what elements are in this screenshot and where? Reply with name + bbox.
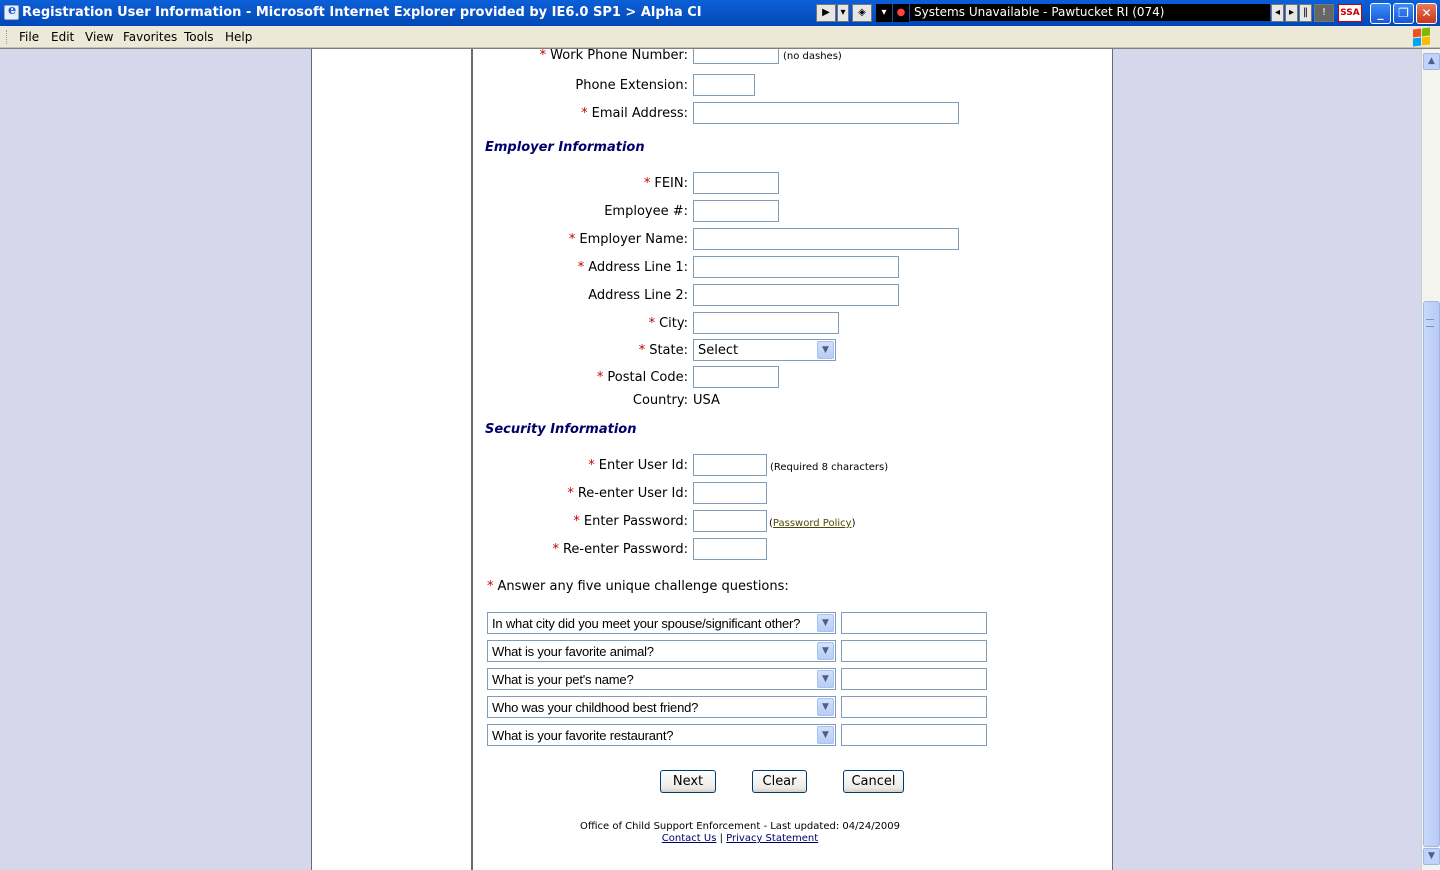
footer-separator: | <box>719 833 723 844</box>
required-mark: * <box>567 486 574 501</box>
city-row <box>475 312 1112 336</box>
city-label: City: <box>659 316 688 331</box>
ie-icon <box>4 5 19 20</box>
menu-view[interactable]: View <box>85 30 114 44</box>
chevron-down-icon[interactable]: ▼ <box>817 341 834 359</box>
challenge-question-row <box>475 696 1112 720</box>
paren-close: ) <box>851 518 856 529</box>
tag-icon[interactable]: ◈ <box>852 4 872 22</box>
required-mark: * <box>581 106 588 121</box>
question-select[interactable] <box>487 696 836 718</box>
footer-links <box>475 833 1005 844</box>
pause-icon[interactable]: ‖ <box>1299 4 1312 22</box>
country-row <box>475 389 1112 413</box>
window-title: Registration User Information - Microsoft Internet Explorer provided by IE6.0 SP1 > Alpha CI <box>22 5 702 20</box>
challenge-prompt-text: Answer any five unique challenge questions: <box>497 579 789 594</box>
work-phone-input[interactable] <box>693 49 779 64</box>
scroll-down-icon[interactable]: ▼ <box>1423 848 1440 865</box>
menu-help[interactable]: Help <box>225 30 253 44</box>
challenge-question-row <box>475 640 1112 664</box>
contact-us-link[interactable]: Contact Us <box>661 833 717 844</box>
required-mark: * <box>638 343 646 358</box>
menu-file[interactable]: File <box>19 30 40 44</box>
scroll-up-icon[interactable]: ▲ <box>1423 53 1440 70</box>
answer-input[interactable] <box>841 696 987 718</box>
page-footer <box>475 821 1005 844</box>
clear-button[interactable]: Clear <box>752 770 807 793</box>
postal-code-input[interactable] <box>693 366 779 388</box>
maximize-button[interactable]: ❐ <box>1393 3 1414 24</box>
user-id-hint: (Required 8 characters) <box>770 462 889 473</box>
password-input[interactable] <box>693 510 767 532</box>
user-id-input[interactable] <box>693 454 767 476</box>
address-line1-row <box>475 256 1112 280</box>
required-mark: * <box>539 49 547 63</box>
work-phone-hint: (no dashes) <box>783 51 842 62</box>
chevron-down-icon[interactable]: ▼ <box>817 670 834 688</box>
fein-row <box>475 172 1112 196</box>
address-line1-input[interactable] <box>693 256 899 278</box>
country-label: Country: <box>632 393 688 408</box>
prev-icon[interactable]: ◂ <box>1271 4 1284 22</box>
employer-name-row <box>475 228 1112 252</box>
footer-office-text: Office of Child Support Enforcement - Last updated: 04/24/2009 <box>579 821 901 832</box>
state-select[interactable] <box>693 339 836 361</box>
windows-logo-icon <box>1412 27 1432 47</box>
browser-viewport <box>0 48 1440 870</box>
left-column <box>312 49 473 870</box>
employee-number-input[interactable] <box>693 200 779 222</box>
required-mark: * <box>568 232 576 247</box>
question-select[interactable] <box>487 724 836 746</box>
reenter-user-id-row <box>475 482 1112 506</box>
password-policy-link[interactable]: Password Policy <box>772 518 852 529</box>
question-select-value: What is your pet's name? <box>492 672 634 687</box>
toolbar-grip[interactable] <box>6 30 9 44</box>
answer-input[interactable] <box>841 640 987 662</box>
reenter-user-id-input[interactable] <box>693 482 767 504</box>
button-row <box>475 770 1112 794</box>
ssa-badge[interactable]: SSA <box>1338 4 1362 22</box>
address-line2-row <box>475 284 1112 308</box>
fein-input[interactable] <box>693 172 779 194</box>
dropdown-icon[interactable]: ▾ <box>876 4 892 22</box>
address-line2-input[interactable] <box>693 284 899 306</box>
privacy-statement-link[interactable]: Privacy Statement <box>726 833 819 844</box>
menu-bar <box>0 26 1440 48</box>
user-id-label: Enter User Id: <box>598 458 688 473</box>
required-mark: * <box>648 316 656 331</box>
scroll-thumb-grip <box>1426 319 1434 327</box>
employer-section-heading: Employer Information <box>485 140 645 155</box>
answer-input[interactable] <box>841 668 987 690</box>
challenge-prompt <box>487 579 789 594</box>
paren-open: ( <box>769 518 773 529</box>
left-gutter <box>0 49 312 870</box>
question-select[interactable] <box>487 640 836 662</box>
chevron-down-icon[interactable]: ▼ <box>817 614 834 632</box>
state-select-value: Select <box>698 343 739 358</box>
security-section-heading: Security Information <box>485 422 637 437</box>
password-hint <box>769 518 855 529</box>
question-select[interactable] <box>487 612 836 634</box>
fein-label: FEIN: <box>654 176 688 191</box>
reenter-password-input[interactable] <box>693 538 767 560</box>
status-banner: Systems Unavailable - Pawtucket RI (074) <box>910 4 1270 21</box>
next-button[interactable]: Next <box>660 770 716 793</box>
question-select-value: What is your favorite animal? <box>492 644 654 659</box>
address-line1-label: Address Line 1: <box>588 260 688 275</box>
employer-name-label: Employer Name: <box>579 232 688 247</box>
right-gutter <box>1112 49 1422 870</box>
required-mark: * <box>596 370 604 385</box>
phone-extension-input[interactable] <box>693 74 755 96</box>
menu-edit[interactable]: Edit <box>51 30 75 44</box>
answer-input[interactable] <box>841 612 987 634</box>
password-row <box>475 510 1112 534</box>
email-row <box>475 102 1112 126</box>
postal-code-label: Postal Code: <box>607 370 688 385</box>
title-bar <box>0 0 1440 26</box>
user-id-row <box>475 454 1112 478</box>
required-mark: * <box>577 260 585 275</box>
answer-input[interactable] <box>841 724 987 746</box>
close-button[interactable]: ✕ <box>1416 3 1437 24</box>
employer-name-input[interactable] <box>693 228 959 250</box>
employee-number-row <box>475 200 1112 224</box>
state-row <box>475 339 1112 363</box>
postal-code-row <box>475 366 1112 390</box>
city-input[interactable] <box>693 312 839 334</box>
reenter-user-id-label: Re-enter User Id: <box>577 486 688 501</box>
challenge-question-row <box>475 668 1112 692</box>
cancel-button[interactable]: Cancel <box>843 770 904 793</box>
chevron-down-icon[interactable]: ▼ <box>817 642 834 660</box>
play-icon[interactable]: ▶ <box>816 4 836 22</box>
required-mark: * <box>552 542 559 557</box>
chevron-down-icon[interactable]: ▼ <box>817 698 834 716</box>
email-input[interactable] <box>693 102 959 124</box>
reenter-password-label: Re-enter Password: <box>562 542 688 557</box>
required-mark: * <box>643 176 651 191</box>
vertical-scrollbar[interactable] <box>1421 49 1440 870</box>
employee-number-label: Employee #: <box>604 204 688 219</box>
registration-form <box>475 49 1112 870</box>
work-phone-label: Work Phone Number: <box>550 49 688 63</box>
question-select[interactable] <box>487 668 836 690</box>
chevron-down-icon[interactable]: ▾ <box>837 4 849 22</box>
phone-extension-row <box>475 74 1112 98</box>
scroll-thumb[interactable] <box>1423 301 1440 847</box>
alert-icon[interactable]: ! <box>1314 4 1334 22</box>
menu-favorites[interactable]: Favorites <box>123 30 178 44</box>
address-line2-label: Address Line 2: <box>588 288 688 303</box>
next-icon[interactable]: ▸ <box>1285 4 1298 22</box>
state-label: State: <box>649 343 688 358</box>
chevron-down-icon[interactable]: ▼ <box>817 726 834 744</box>
required-mark: * <box>588 458 595 473</box>
menu-tools[interactable]: Tools <box>184 30 214 44</box>
minimize-button[interactable]: _ <box>1370 3 1391 24</box>
question-select-value: What is your favorite restaurant? <box>492 728 674 743</box>
question-select-value: In what city did you meet your spouse/significant other? <box>492 616 801 631</box>
work-phone-row <box>475 49 1112 70</box>
email-label: Email Address: <box>591 106 688 121</box>
required-mark: * <box>487 579 494 594</box>
challenge-question-row <box>475 612 1112 636</box>
question-select-value: Who was your childhood best friend? <box>492 700 699 715</box>
reenter-password-row <box>475 538 1112 562</box>
required-mark: * <box>573 514 580 529</box>
password-label: Enter Password: <box>583 514 688 529</box>
challenge-question-row <box>475 724 1112 748</box>
record-icon[interactable]: ● <box>893 4 909 22</box>
phone-extension-label: Phone Extension: <box>575 78 688 93</box>
country-value: USA <box>693 393 720 408</box>
